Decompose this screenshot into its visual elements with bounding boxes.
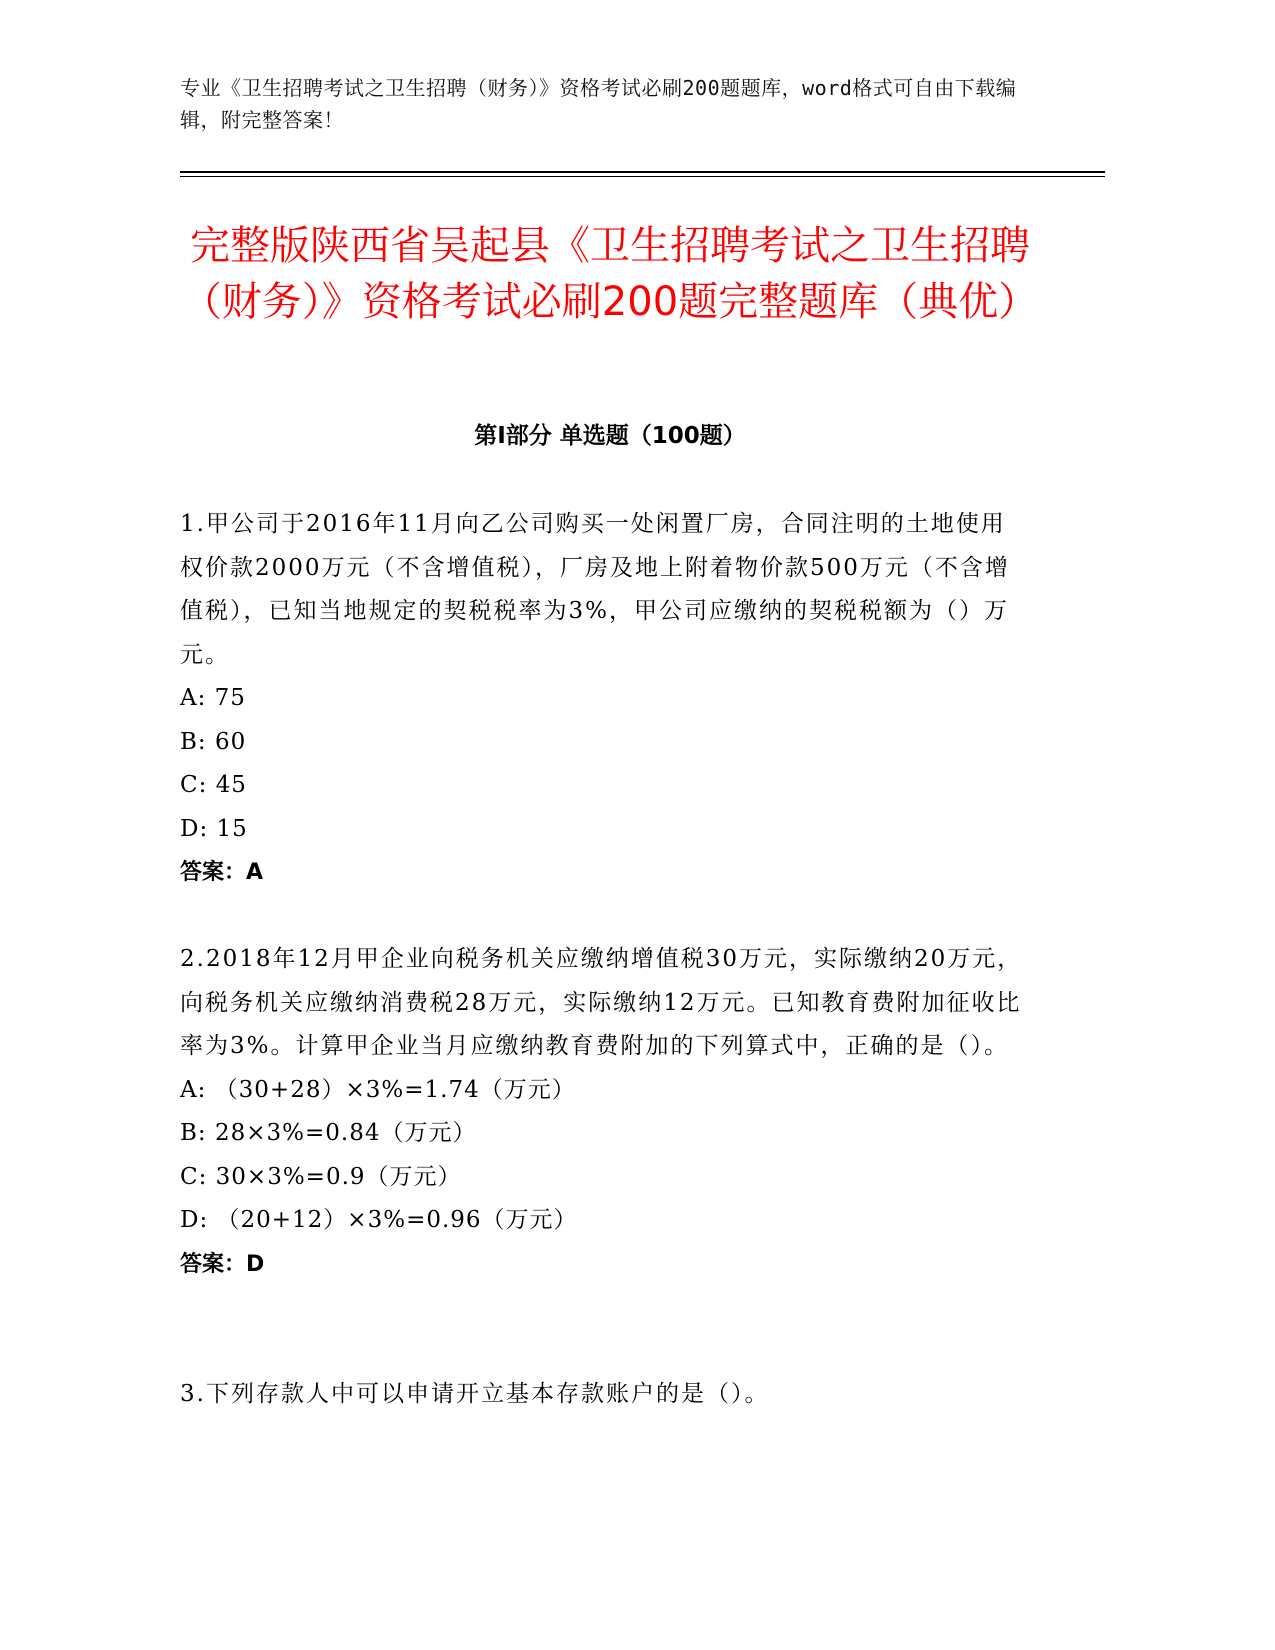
option-d: D: 15 [180,815,248,842]
question-2 [180,938,1030,1286]
section-heading: 第I部分 单选题（100题） [474,423,746,449]
option-c: C: 45 [180,772,247,798]
option-a: A: （30+28）×3%=1.74（万元） [180,1076,576,1103]
question-stem: 1.甲公司于2016年11月向乙公司购买一处闲置厂房，合同注明的土地使用权价款2000万元（不含增值税），厂房及地上附着物价款500万元（不含增值税），已知当地规定的契税税率为3%，甲公司应缴纳的契税税额为（）万元。 [180,511,1010,668]
option-a: A: 75 [180,685,246,711]
header-divider-thick [180,171,1105,173]
header-divider-thin [180,176,1105,177]
answer-label: 答案：D [180,1251,265,1277]
header-note: 专业《卫生招聘考试之卫生招聘（财务）》资格考试必刷200题题库，word格式可自由下载编辑，附完整答案！ [180,76,1017,132]
answer-label: 答案：A [180,860,264,885]
document-title: 完整版陕西省吴起县《卫生招聘考试之卫生招聘（财务）》资格考试必刷200题完整题库（典优） [181,223,1039,325]
question-1 [180,503,1030,895]
option-b: B: 28×3%=0.84（万元） [180,1120,477,1146]
option-c: C: 30×3%=0.9（万元） [180,1163,462,1190]
option-d: D: （20+12）×3%=0.96（万元） [180,1207,578,1233]
question-3 [180,1373,1030,1417]
question-stem: 2.2018年12月甲企业向税务机关应缴纳增值税30万元，实际缴纳20万元，向税务机关应缴纳消费税28万元，实际缴纳12万元。已知教育费附加征收比率为3%。计算甲企业当月应缴纳教育费附加的下列算式中，正确的是（）。 [180,946,1023,1059]
question-stem: 3.下列存款人中可以申请开立基本存款账户的是（）。 [180,1381,770,1407]
option-b: B: 60 [180,728,247,755]
